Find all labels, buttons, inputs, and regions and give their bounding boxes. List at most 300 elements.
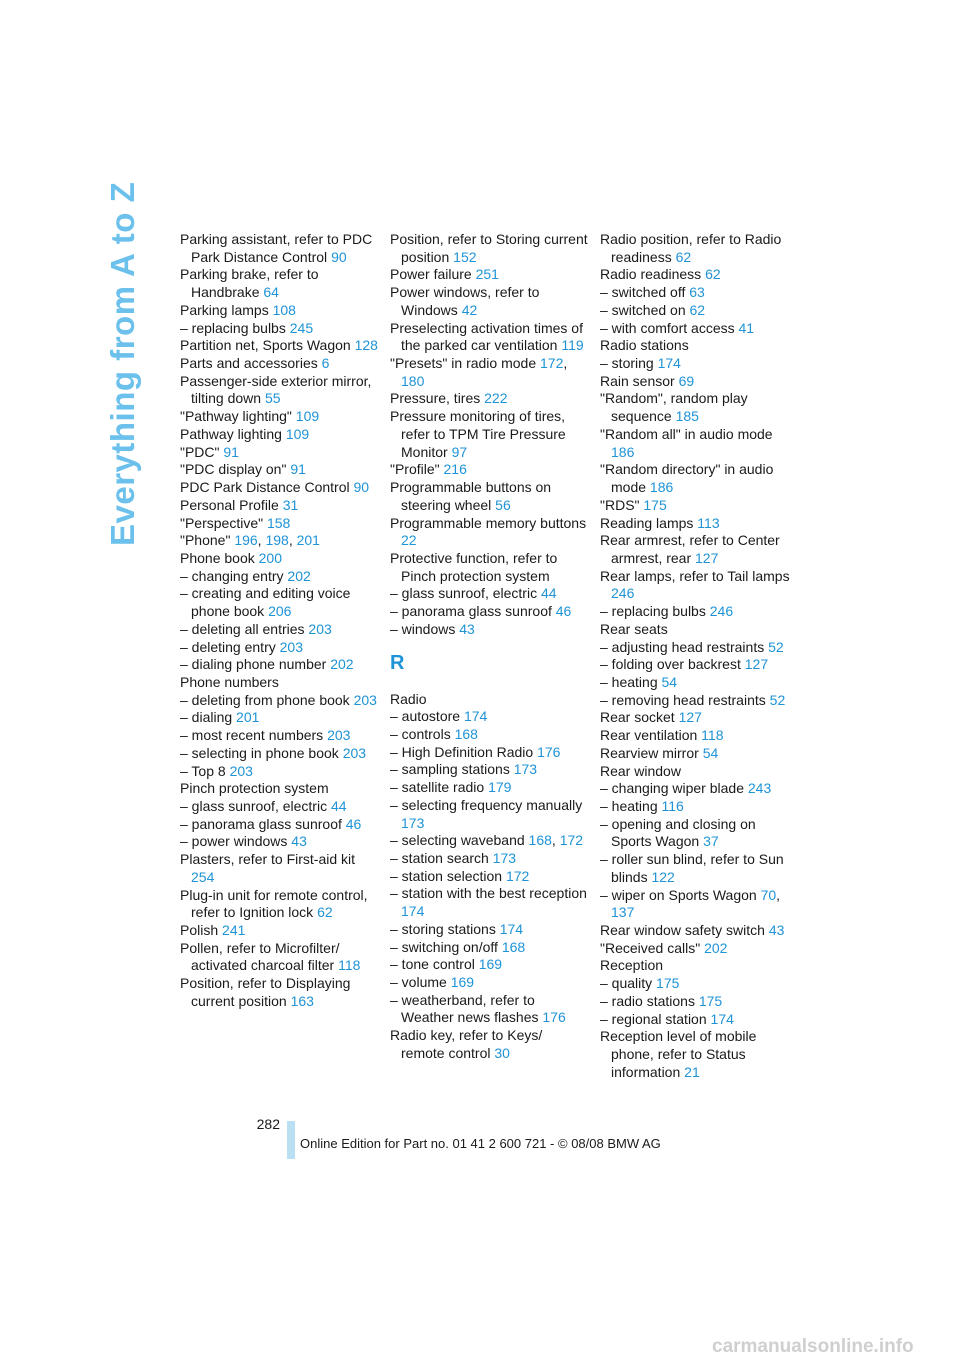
index-entry-text: – tone control [390, 956, 475, 973]
index-entry [180, 692, 378, 710]
page-ref-separator: , [563, 355, 568, 372]
index-entry [600, 692, 798, 710]
page-ref-link[interactable]: 91 [290, 461, 306, 478]
footer-accent-bar [287, 1121, 295, 1159]
index-entry [600, 373, 798, 391]
index-entry-text: – panorama glass sunroof [390, 603, 552, 620]
index-entry [390, 744, 588, 762]
index-entry [600, 603, 798, 621]
index-entry-text: – Top 8 [180, 762, 226, 779]
page-ref-link[interactable]: 91 [223, 443, 239, 460]
index-entry-text: – windows [390, 620, 456, 637]
index-entry-text: – autostore [390, 708, 461, 725]
index-entry-text: Rear lamps, refer to Tail lamps [600, 567, 790, 584]
index-entry-text: – folding over backrest [600, 656, 741, 673]
index-entry [600, 337, 798, 355]
page-ref-separator: , [288, 532, 293, 549]
index-entry [390, 797, 588, 832]
index-entry-text: Radio [390, 690, 427, 707]
page-ref-link[interactable]: 44 [330, 798, 347, 814]
index-entry [600, 851, 798, 886]
index-entry [180, 320, 378, 338]
page-ref-link[interactable]: 6 [321, 355, 330, 372]
index-entry [600, 266, 798, 284]
page-ref-link[interactable]: 172 [540, 355, 564, 372]
index-entry-text: "Presets" in radio mode [390, 355, 537, 372]
index-entry [390, 266, 588, 284]
index-entry-text: – replacing bulbs [600, 603, 706, 620]
index-entry [180, 532, 378, 550]
index-entry [390, 355, 588, 390]
page-ref-link[interactable]: 174 [499, 920, 524, 937]
page-ref-link[interactable]: 41 [738, 319, 755, 336]
page-ref-link[interactable]: 254 [191, 868, 215, 885]
index-entry-text: Rear armrest, refer to Center armrest, rear [600, 532, 780, 566]
index-entry [390, 231, 588, 266]
index-entry-text: "Perspective" [180, 514, 264, 531]
index-entry-text: Radio key, refer to Keys/ remote control [390, 1027, 543, 1061]
index-entry [180, 709, 378, 727]
page-ref-link[interactable]: 43 [459, 620, 475, 637]
page-ref-link[interactable]: 97 [451, 443, 468, 460]
index-entry-text: "Phone" [180, 532, 231, 549]
page-ref-link[interactable]: 52 [769, 691, 786, 708]
page-ref-link[interactable]: 128 [354, 337, 378, 354]
page-ref-link[interactable]: 54 [661, 673, 678, 690]
index-entry [390, 408, 588, 461]
index-entry [390, 585, 588, 603]
page-ref-link[interactable]: 158 [266, 514, 291, 531]
index-entry-text: "PDC" [180, 443, 220, 460]
index-entry-text: – dialing phone number [180, 656, 327, 673]
page-ref-link[interactable]: 251 [475, 266, 499, 283]
index-entry-text: Rear window [600, 762, 681, 779]
index-entry-text: – heating [600, 798, 658, 814]
page-ref-link[interactable]: 201 [236, 709, 260, 726]
index-entry-text: Rear socket [600, 709, 675, 726]
index-entry-text: Rain sensor [600, 372, 675, 389]
index-entry [180, 302, 378, 320]
page-ref-link[interactable]: 173 [401, 814, 425, 831]
index-entry-text: – with comfort access [600, 319, 735, 336]
index-entry-text: Phone book [180, 549, 255, 566]
page-ref-link[interactable]: 245 [289, 319, 314, 336]
index-entry-text: – changing wiper blade [600, 780, 744, 797]
page-ref-link[interactable]: 90 [353, 479, 370, 496]
index-entry-text: – heating [600, 673, 658, 690]
index-entry-text: Protective function, refer to Pinch protection system [390, 549, 558, 584]
index-entry [180, 426, 378, 444]
index-entry-text: Rear ventilation [600, 727, 698, 744]
index-entry [390, 1027, 588, 1062]
page-ref-link[interactable]: 222 [484, 390, 508, 407]
page-ref-link[interactable]: 43 [291, 833, 307, 850]
page-ref-link[interactable]: 127 [695, 549, 719, 566]
index-entry [180, 515, 378, 533]
index-entry [180, 479, 378, 497]
index-entry [390, 603, 588, 621]
page-ref-link[interactable]: 174 [463, 708, 488, 725]
index-entry [180, 798, 378, 816]
index-entry-text: – removing head restraints [600, 691, 766, 708]
page-ref-link[interactable]: 186 [611, 443, 635, 460]
index-entry-text: Power windows, refer to Windows [390, 284, 540, 318]
index-column-2 [390, 231, 588, 1063]
index-entry [390, 921, 588, 939]
page-ref-link[interactable]: 175 [698, 992, 723, 1009]
page-ref-link[interactable]: 46 [555, 603, 572, 620]
index-entry [600, 621, 798, 639]
index-entry-text: Plasters, refer to First-aid kit [180, 851, 356, 868]
index-entry [600, 656, 798, 674]
index-entry-text: – roller sun blind, refer to Sun blinds [600, 851, 784, 885]
index-entry [600, 461, 798, 496]
page-ref-link[interactable]: 109 [295, 408, 320, 425]
page-ref-link[interactable]: 52 [768, 638, 784, 655]
page-ref-link[interactable]: 174 [657, 355, 681, 372]
index-entry [180, 568, 378, 586]
page-ref-link[interactable]: 176 [542, 1009, 566, 1026]
page-ref-link[interactable]: 176 [537, 743, 561, 760]
index-entry-text: Personal Profile [180, 496, 279, 513]
index-entry [180, 585, 378, 620]
index-entry-text: "Random", random play sequence [600, 390, 748, 425]
index-entry [600, 532, 798, 567]
page-ref-link[interactable]: 127 [678, 709, 702, 726]
index-entry-text: Rearview mirror [600, 744, 699, 761]
index-entry [600, 1028, 798, 1081]
index-entry [390, 974, 588, 992]
page-ref-link[interactable]: 119 [561, 337, 584, 354]
section-letter-heading: R [390, 651, 405, 674]
index-entry-text: Reception level of mobile phone, refer to Status information [600, 1028, 757, 1080]
index-entry [390, 479, 588, 514]
page-ref-link[interactable]: 63 [689, 284, 705, 301]
page-ref-link[interactable]: 62 [317, 904, 333, 921]
index-entry [390, 779, 588, 797]
index-entry [600, 639, 798, 657]
index-entry-text: Pressure monitoring of tires, refer to TPM Tire Pressure Monitor [390, 408, 566, 460]
page-ref-link[interactable]: 118 [701, 727, 724, 744]
page-number: 282 [256, 1116, 280, 1132]
index-entry [600, 674, 798, 692]
index-entry-text: Pollen, refer to Microfilter/ activated charcoal filter [180, 939, 340, 974]
index-entry [180, 408, 378, 426]
index-entry-text: – station selection [390, 867, 503, 884]
index-entry [180, 621, 378, 639]
page-ref-link[interactable]: 175 [643, 496, 667, 513]
page-ref-link[interactable]: 203 [229, 762, 253, 779]
index-entry [600, 798, 798, 816]
index-entry-text: Parking assistant, refer to PDC Park Distance Control [180, 231, 373, 265]
index-entry-text: – glass sunroof, electric [180, 798, 328, 814]
index-entry-text: Programmable buttons on steering wheel [390, 479, 552, 513]
page-ref-link[interactable]: 206 [268, 603, 292, 620]
index-entry-text: Parking brake, refer to Handbrake [180, 266, 319, 301]
page-ref-link[interactable]: 90 [331, 248, 347, 265]
index-entry-text: – storing [600, 355, 654, 372]
watermark: carmanualsonline.info [712, 1336, 914, 1357]
page-ref-link[interactable]: 168 [454, 725, 478, 742]
page-ref-link[interactable]: 113 [697, 514, 720, 531]
page-ref-link[interactable]: 174 [710, 1010, 734, 1027]
index-entry [390, 850, 588, 868]
index-entry [600, 231, 798, 266]
index-entry-text: Pathway lighting [180, 425, 282, 442]
page-ref-link[interactable]: 172 [505, 867, 530, 884]
index-entry [390, 868, 588, 886]
index-entry [600, 284, 798, 302]
page-ref-link[interactable]: 43 [768, 922, 785, 939]
index-entry-text: Parts and accessories [180, 355, 318, 372]
index-entry [180, 674, 378, 692]
index-entry [390, 708, 588, 726]
page-ref-link[interactable]: 168 [528, 832, 552, 849]
index-entry [180, 780, 378, 798]
page-ref-link[interactable]: 127 [744, 656, 769, 673]
index-entry [180, 727, 378, 745]
index-entry [600, 515, 798, 533]
index-entry [180, 231, 378, 266]
index-entry [600, 745, 798, 763]
index-entry [390, 939, 588, 957]
index-entry [180, 373, 378, 408]
index-column-1 [180, 231, 378, 1011]
index-entry [390, 390, 588, 408]
page-ref-link[interactable]: 203 [308, 620, 332, 637]
index-entry [600, 497, 798, 515]
index-entry-text: – dialing [180, 709, 233, 726]
page-ref-link[interactable]: 118 [338, 957, 361, 974]
index-entry [180, 940, 378, 975]
index-entry-text: – weatherband, refer to Weather news flashes [390, 991, 539, 1026]
index-entry-text: Phone numbers [180, 673, 279, 690]
index-entry-text: Passenger-side exterior mirror, tilting down [180, 372, 372, 407]
index-entry [180, 337, 378, 355]
index-entry [180, 355, 378, 373]
index-entry [180, 833, 378, 851]
page-ref-link[interactable]: 174 [401, 903, 425, 920]
page-ref-link[interactable]: 30 [494, 1044, 510, 1061]
page-ref-link[interactable]: 203 [353, 691, 377, 708]
page-ref-link[interactable]: 202 [704, 939, 728, 956]
page-ref-link[interactable]: 44 [540, 585, 557, 602]
index-entry [390, 284, 588, 319]
page-ref-link[interactable]: 42 [461, 301, 478, 318]
index-entry [390, 885, 588, 920]
page-ref-link[interactable]: 172 [559, 832, 584, 849]
index-entry-text: "Random all" in audio mode [600, 425, 773, 442]
page-ref-link[interactable]: 203 [279, 638, 303, 655]
index-entry [180, 444, 378, 462]
index-entry-text: – High Definition Radio [390, 743, 534, 760]
index-entry [390, 761, 588, 779]
index-entry-text: "RDS" [600, 496, 640, 513]
index-entry-text: – replacing bulbs [180, 319, 286, 336]
index-entry-text: – radio stations [600, 992, 695, 1009]
index-entry-text: – storing stations [390, 920, 496, 937]
page-ref-link[interactable]: 180 [401, 372, 425, 389]
index-entry [600, 320, 798, 338]
index-entry-text: Radio position, refer to Radio readiness [600, 231, 782, 265]
page-ref-link[interactable]: 109 [285, 425, 310, 442]
index-entry [390, 320, 588, 355]
index-entry-text: – selecting waveband [390, 832, 525, 849]
page-ref-link[interactable]: 152 [453, 248, 477, 265]
index-entry [600, 993, 798, 1011]
page-ref-link[interactable]: 203 [342, 744, 367, 761]
page-ref-link[interactable]: 70 [760, 886, 777, 903]
index-entry-text: – adjusting head restraints [600, 638, 765, 655]
index-entry-text: PDC Park Distance Control [180, 479, 350, 496]
page-ref-link[interactable]: 62 [689, 301, 706, 318]
index-entry-text: – station search [390, 850, 489, 866]
page-ref-link[interactable]: 246 [611, 585, 635, 602]
page-ref-link[interactable]: 196 [234, 532, 258, 549]
index-entry [180, 816, 378, 834]
page-ref-link[interactable]: 54 [702, 744, 719, 761]
index-entry-text: – switched off [600, 284, 686, 301]
index-entry-text: Pinch protection system [180, 780, 329, 797]
index-entry-text: – glass sunroof, electric [390, 585, 538, 602]
index-entry-text: "Random directory" in audio mode [600, 461, 774, 496]
page-ref-link[interactable]: 37 [703, 833, 719, 850]
index-entry-text: Preselecting activation times of the parked car ventilation [390, 319, 583, 354]
index-entry [180, 745, 378, 763]
page-ref-link[interactable]: 185 [675, 408, 699, 425]
index-entry-text: Plug-in unit for remote control, refer to Ignition lock [180, 886, 368, 921]
page-ref-link[interactable]: 62 [675, 248, 692, 265]
page-ref-link[interactable]: 175 [656, 975, 680, 992]
index-entry-text: – deleting from phone book [180, 691, 350, 708]
index-entry-text: – opening and closing on Sports Wagon [600, 815, 756, 850]
page-ref-link[interactable]: 246 [709, 603, 734, 620]
index-entry [600, 426, 798, 461]
index-entry [390, 621, 588, 639]
index-column-3 [600, 231, 798, 1082]
index-entry [600, 816, 798, 851]
page-ref-link[interactable]: 202 [287, 567, 311, 584]
index-entry [180, 887, 378, 922]
page-ref-link[interactable]: 173 [513, 761, 538, 778]
page-ref-link[interactable]: 46 [345, 815, 362, 832]
page-ref-link[interactable]: 198 [265, 532, 289, 549]
index-entry [180, 851, 378, 886]
index-entry-text: Parking lamps [180, 301, 269, 318]
page-ref-link[interactable]: 202 [330, 656, 354, 673]
index-entry-text: – station with the best reception [390, 885, 587, 902]
index-entry-text: Position, refer to Storing current position [390, 231, 588, 265]
index-entry [390, 691, 588, 709]
index-entry-text: "Pathway lighting" [180, 408, 292, 425]
index-entry [390, 726, 588, 744]
index-entry [390, 956, 588, 974]
page-ref-link[interactable]: 173 [492, 850, 517, 866]
page-ref-link[interactable]: 21 [684, 1063, 700, 1080]
page-ref-link[interactable]: 122 [651, 868, 675, 885]
page-ref-link[interactable]: 241 [222, 922, 246, 939]
page-ref-link[interactable]: 56 [495, 496, 511, 513]
index-entry-text: – wiper on Sports Wagon [600, 886, 757, 903]
index-entry-text: – sampling stations [390, 761, 510, 778]
page-ref-link[interactable]: 116 [661, 798, 684, 814]
index-entry-text: – deleting all entries [180, 620, 305, 637]
index-entry-text: – most recent numbers [180, 727, 324, 744]
page-ref-link[interactable]: 200 [258, 549, 282, 566]
footer-edition-text: Online Edition for Part no. 01 41 2 600 721 - © 08/08 BMW AG [300, 1136, 661, 1151]
page-ref-link[interactable]: 201 [296, 532, 320, 549]
index-entry-text: Radio readiness [600, 266, 702, 283]
index-entry-text: Programmable memory buttons [390, 514, 587, 531]
index-entry [600, 957, 798, 975]
index-entry-text: – volume [390, 974, 447, 991]
page-ref-link[interactable]: 108 [272, 301, 296, 318]
index-entry-text: – changing entry [180, 567, 284, 584]
index-entry-text: – regional station [600, 1010, 707, 1027]
index-entry-text: – deleting entry [180, 638, 276, 655]
index-entry [600, 390, 798, 425]
index-entry [600, 709, 798, 727]
page-ref-separator: , [257, 532, 262, 549]
index-entry-text: – controls [390, 725, 451, 742]
index-entry [600, 940, 798, 958]
page-ref-link[interactable]: 168 [501, 938, 526, 955]
index-entry [180, 497, 378, 515]
index-entry [600, 763, 798, 781]
index-entry-text: – quality [600, 975, 653, 992]
page-ref-link[interactable]: 137 [611, 904, 635, 921]
index-entry [180, 975, 378, 1010]
index-entry-text: – creating and editing voice phone book [180, 585, 351, 620]
page-ref-link[interactable]: 186 [649, 479, 674, 496]
index-entry-text: Polish [180, 922, 219, 939]
index-entry-text: Position, refer to Displaying current position [180, 975, 351, 1009]
page-ref-link[interactable]: 31 [282, 496, 299, 513]
page-ref-link[interactable]: 64 [263, 284, 279, 301]
page-ref-link[interactable]: 55 [264, 390, 281, 407]
page-ref-separator: , [776, 886, 781, 903]
index-entry-text: "Profile" [390, 461, 440, 478]
page-ref-link[interactable]: 169 [450, 974, 475, 991]
index-entry [390, 461, 588, 479]
page-ref-link[interactable]: 62 [705, 266, 721, 283]
index-entry [180, 656, 378, 674]
page-ref-link[interactable]: 216 [443, 461, 467, 478]
index-entry-text: Radio stations [600, 337, 689, 354]
page-ref-link[interactable]: 163 [290, 992, 314, 1009]
index-entry [600, 568, 798, 603]
index-entry-text: – selecting frequency manually [390, 796, 583, 813]
index-entry-text: "PDC display on" [180, 461, 287, 478]
index-entry-text: Rear seats [600, 620, 668, 637]
page-ref-link[interactable]: 179 [488, 779, 512, 796]
index-entry [600, 922, 798, 940]
index-entry [600, 727, 798, 745]
index-entry-text: – selecting in phone book [180, 744, 339, 761]
index-entry [600, 887, 798, 922]
page-ref-link[interactable]: 22 [401, 532, 417, 549]
page-ref-link[interactable]: 69 [678, 372, 695, 389]
page-ref-link[interactable]: 243 [747, 780, 772, 797]
index-entry-text: Reading lamps [600, 514, 694, 531]
page-ref-link[interactable]: 169 [478, 956, 503, 973]
index-entry [180, 763, 378, 781]
page-ref-separator: , [551, 832, 556, 849]
page-ref-link[interactable]: 203 [327, 727, 351, 744]
chapter-side-title-text: Everything from A to Z [104, 181, 141, 546]
index-entry [600, 1011, 798, 1029]
index-entry [180, 550, 378, 568]
